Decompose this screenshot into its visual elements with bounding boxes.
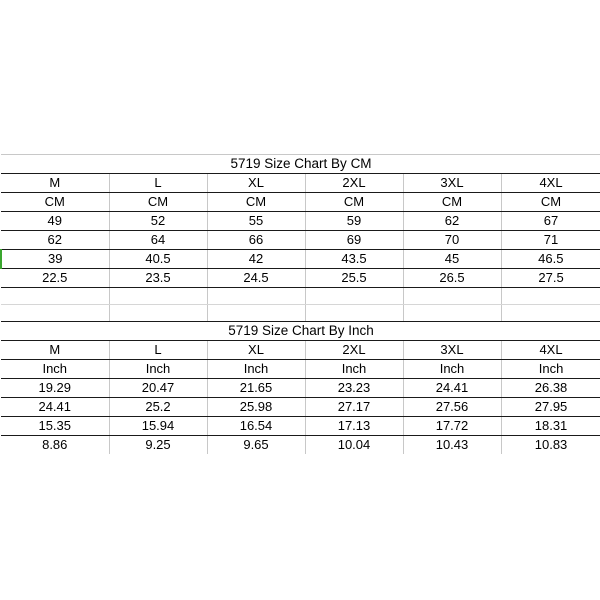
cell[interactable]: 23.5 bbox=[109, 269, 207, 288]
cell[interactable]: L bbox=[109, 174, 207, 193]
cell[interactable]: Inch bbox=[501, 360, 600, 379]
empty-cell[interactable] bbox=[207, 305, 305, 322]
inch-value-row bbox=[1, 417, 600, 436]
cell[interactable]: 15.94 bbox=[109, 417, 207, 436]
inch-value-row bbox=[1, 379, 600, 398]
cell[interactable]: 3XL bbox=[403, 341, 501, 360]
empty-cell[interactable] bbox=[1, 288, 109, 305]
cell[interactable]: 43.5 bbox=[305, 250, 403, 269]
cell[interactable]: Inch bbox=[1, 360, 109, 379]
cm-unit-row bbox=[1, 193, 600, 212]
cell[interactable]: 52 bbox=[109, 212, 207, 231]
cell[interactable]: 40.5 bbox=[109, 250, 207, 269]
cell[interactable]: 10.43 bbox=[403, 436, 501, 455]
cell[interactable]: 10.83 bbox=[501, 436, 600, 455]
inch-size-row bbox=[1, 341, 600, 360]
cell[interactable]: 69 bbox=[305, 231, 403, 250]
cell[interactable]: Inch bbox=[403, 360, 501, 379]
cell[interactable]: 23.23 bbox=[305, 379, 403, 398]
inch-value-row bbox=[1, 398, 600, 417]
cell[interactable]: 66 bbox=[207, 231, 305, 250]
cell[interactable]: 27.5 bbox=[501, 269, 600, 288]
cell[interactable]: 22.5 bbox=[1, 269, 109, 288]
cell[interactable]: 62 bbox=[403, 212, 501, 231]
cell[interactable]: Inch bbox=[207, 360, 305, 379]
grid-body bbox=[1, 155, 600, 455]
empty-cell[interactable] bbox=[207, 288, 305, 305]
cell[interactable]: Inch bbox=[305, 360, 403, 379]
cell[interactable]: 55 bbox=[207, 212, 305, 231]
cell[interactable]: 24.41 bbox=[403, 379, 501, 398]
cell[interactable]: 24.41 bbox=[1, 398, 109, 417]
cell[interactable]: 62 bbox=[1, 231, 109, 250]
cell[interactable]: 25.2 bbox=[109, 398, 207, 417]
cell[interactable]: 4XL bbox=[501, 341, 600, 360]
cell[interactable]: 39 bbox=[1, 250, 109, 269]
cm-table-title[interactable]: 5719 Size Chart By CM bbox=[1, 155, 600, 174]
cell[interactable]: 25.98 bbox=[207, 398, 305, 417]
cell[interactable]: 24.5 bbox=[207, 269, 305, 288]
empty-cell[interactable] bbox=[501, 305, 600, 322]
cell[interactable]: CM bbox=[1, 193, 109, 212]
cell[interactable]: 27.56 bbox=[403, 398, 501, 417]
cell[interactable]: 4XL bbox=[501, 174, 600, 193]
empty-cell[interactable] bbox=[305, 288, 403, 305]
blank-row bbox=[1, 305, 600, 322]
empty-cell[interactable] bbox=[501, 288, 600, 305]
cell[interactable]: CM bbox=[207, 193, 305, 212]
inch-unit-row bbox=[1, 360, 600, 379]
empty-cell[interactable] bbox=[403, 305, 501, 322]
cell[interactable]: 20.47 bbox=[109, 379, 207, 398]
cell[interactable]: CM bbox=[403, 193, 501, 212]
cell[interactable]: CM bbox=[305, 193, 403, 212]
cell[interactable]: 27.17 bbox=[305, 398, 403, 417]
inch-title-row bbox=[1, 322, 600, 341]
cell[interactable]: 2XL bbox=[305, 174, 403, 193]
cell[interactable]: 9.25 bbox=[109, 436, 207, 455]
cell[interactable]: 17.13 bbox=[305, 417, 403, 436]
cell[interactable]: 49 bbox=[1, 212, 109, 231]
cell[interactable]: XL bbox=[207, 174, 305, 193]
cell[interactable]: 46.5 bbox=[501, 250, 600, 269]
cell[interactable]: 59 bbox=[305, 212, 403, 231]
cm-size-row bbox=[1, 174, 600, 193]
cell[interactable]: XL bbox=[207, 341, 305, 360]
cell[interactable]: 18.31 bbox=[501, 417, 600, 436]
cell[interactable]: 71 bbox=[501, 231, 600, 250]
cell[interactable]: 15.35 bbox=[1, 417, 109, 436]
cell[interactable]: 3XL bbox=[403, 174, 501, 193]
cm-title-row bbox=[1, 155, 600, 174]
cm-value-row-selected bbox=[1, 250, 600, 269]
empty-cell[interactable] bbox=[109, 288, 207, 305]
cell[interactable]: CM bbox=[501, 193, 600, 212]
cell[interactable]: Inch bbox=[109, 360, 207, 379]
cell[interactable]: 25.5 bbox=[305, 269, 403, 288]
cell[interactable]: L bbox=[109, 341, 207, 360]
cm-value-row bbox=[1, 269, 600, 288]
cell[interactable]: 26.5 bbox=[403, 269, 501, 288]
cell[interactable]: 70 bbox=[403, 231, 501, 250]
size-chart-sheet bbox=[0, 154, 600, 454]
cell[interactable]: 45 bbox=[403, 250, 501, 269]
cm-value-row bbox=[1, 231, 600, 250]
cell[interactable]: 27.95 bbox=[501, 398, 600, 417]
empty-cell[interactable] bbox=[403, 288, 501, 305]
cell[interactable]: M bbox=[1, 174, 109, 193]
cm-value-row bbox=[1, 212, 600, 231]
cell[interactable]: 64 bbox=[109, 231, 207, 250]
cell[interactable]: 19.29 bbox=[1, 379, 109, 398]
inch-table-title[interactable]: 5719 Size Chart By Inch bbox=[1, 322, 600, 341]
cell[interactable]: 8.86 bbox=[1, 436, 109, 455]
cell[interactable]: 42 bbox=[207, 250, 305, 269]
blank-row bbox=[1, 288, 600, 305]
empty-cell[interactable] bbox=[1, 305, 109, 322]
empty-cell[interactable] bbox=[109, 305, 207, 322]
cell[interactable]: 16.54 bbox=[207, 417, 305, 436]
cell[interactable]: 21.65 bbox=[207, 379, 305, 398]
size-chart-grid bbox=[0, 154, 600, 454]
cell[interactable]: 67 bbox=[501, 212, 600, 231]
cell[interactable]: 26.38 bbox=[501, 379, 600, 398]
inch-value-row bbox=[1, 436, 600, 455]
empty-cell[interactable] bbox=[305, 305, 403, 322]
cell[interactable]: 9.65 bbox=[207, 436, 305, 455]
cell[interactable]: M bbox=[1, 341, 109, 360]
cell[interactable]: 10.04 bbox=[305, 436, 403, 455]
cell[interactable]: CM bbox=[109, 193, 207, 212]
cell[interactable]: 17.72 bbox=[403, 417, 501, 436]
cell[interactable]: 2XL bbox=[305, 341, 403, 360]
